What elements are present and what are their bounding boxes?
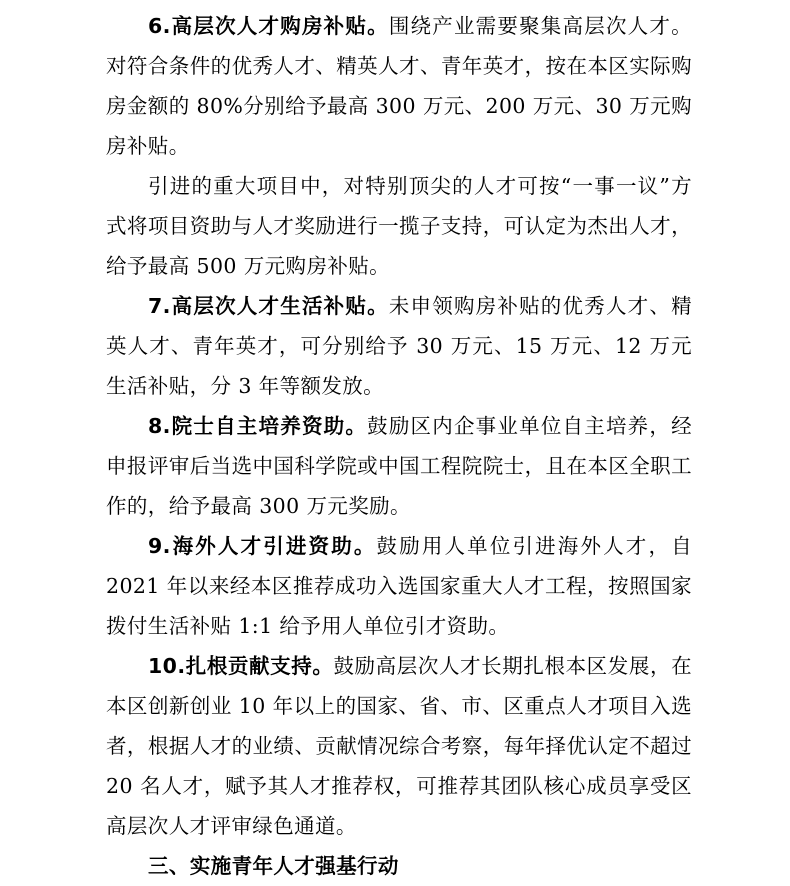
paragraph-rooted-contribution <box>106 646 692 846</box>
paragraph-lead: 6.高层次人才购房补贴。 <box>148 14 389 38</box>
paragraph-text: 鼓励用人单位引进海外人才，自 2021 年以来经本区推荐成功入选国家重大人才工程，按照国家拨付生活补贴 1:1 给予用人单位引才资助。 <box>106 534 693 638</box>
paragraph-overseas-talent <box>106 526 692 646</box>
paragraph-text: 鼓励区内企事业单位自主培养，经申报评审后当选中国科学院或中国工程院院士，且在本区全职工作的，给予最高 300 万元奖励。 <box>106 414 693 518</box>
paragraph-text: 鼓励高层次人才长期扎根本区发展，在本区创新创业 10 年以上的国家、省、市、区重点人才项目入选者，根据人才的业绩、贡献情况综合考察，每年择优认定不超过 20 名人才，赋予其人才推荐权，可推荐其团队核心成员享受区高层次人才评审绿色通道。 <box>106 654 692 838</box>
paragraph-lead: 8.院士自主培养资助。 <box>148 414 368 438</box>
paragraph-academician-funding <box>106 406 692 526</box>
paragraph-text: 围绕产业需要聚集高层次人才。对符合条件的优秀人才、精英人才、青年英才，按在本区实际购房金额的 80%分别给予最高 300 万元、200 万元、30 万元购房补贴。 <box>106 14 692 158</box>
paragraph-major-project <box>106 166 692 286</box>
paragraph-lead: 7.高层次人才生活补贴。 <box>148 294 389 318</box>
paragraph-lead: 9.海外人才引进资助。 <box>148 534 377 558</box>
paragraph-text: 引进的重大项目中，对特别顶尖的人才可按“一事一议”方式将项目资助与人才奖励进行一揽子支持，可认定为杰出人才，给予最高 500 万元购房补贴。 <box>106 174 692 278</box>
paragraph-living-subsidy <box>106 286 692 406</box>
section-heading: 三、实施青年人才强基行动 <box>148 854 399 878</box>
paragraph-text: 未申领购房补贴的优秀人才、精英人才、青年英才，可分别给予 30 万元、15 万元、12 万元生活补贴，分 3 年等额发放。 <box>106 294 692 398</box>
paragraph-housing-subsidy <box>106 6 692 166</box>
document-page <box>106 6 692 886</box>
paragraph-lead: 10.扎根贡献支持。 <box>148 654 334 678</box>
